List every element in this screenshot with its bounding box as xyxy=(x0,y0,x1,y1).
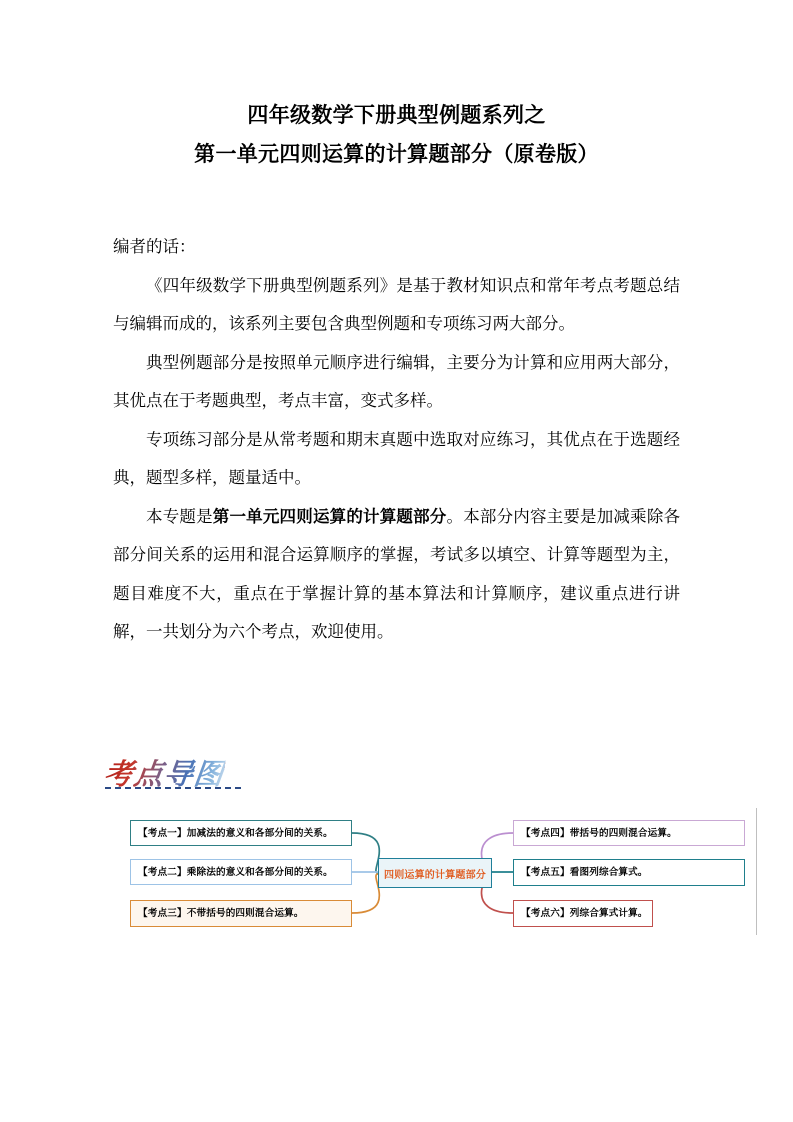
text-frame-right-rule xyxy=(756,808,757,935)
para-practice-part: 专项练习部分是从常考题和期末真题中选取对应练习，其优点在于选题经典，题型多样，题量适中。 xyxy=(113,429,680,487)
para-this-topic xyxy=(113,498,680,652)
mindmap-node-kaodian-2-label: 【考点二】乘除法的意义和各部分间的关系。 xyxy=(138,866,333,878)
page-title xyxy=(60,96,733,174)
mindmap-node-kaodian-6[interactable] xyxy=(513,900,653,927)
mindmap-center-node-label: 四则运算的计算题部分 xyxy=(384,869,486,881)
mindmap-node-kaodian-5-label: 【考点五】看图列综合算式。 xyxy=(521,867,648,878)
section-heading-underline xyxy=(105,787,241,789)
mindmap-node-kaodian-4[interactable] xyxy=(513,820,745,846)
mindmap-center-node[interactable] xyxy=(378,858,492,888)
mindmap-node-kaodian-1[interactable] xyxy=(130,820,352,846)
para-this-topic-prefix: 本专题是 xyxy=(146,506,213,526)
mindmap-node-kaodian-6-label: 【考点六】列综合算式计算。 xyxy=(521,908,648,919)
page-title-line-2: 第一单元四则运算的计算题部分（原卷版） xyxy=(194,142,599,166)
page-title-line-1: 四年级数学下册典型例题系列之 xyxy=(247,103,546,127)
mindmap-node-kaodian-4-label: 【考点四】带括号的四则混合运算。 xyxy=(521,827,677,839)
mindmap-node-kaodian-3-label: 【考点三】不带括号的四则混合运算。 xyxy=(138,908,304,919)
mindmap-node-kaodian-2[interactable] xyxy=(130,859,352,885)
mindmap-node-kaodian-1-label: 【考点一】加减法的意义和各部分间的关系。 xyxy=(138,827,333,839)
editor-note-heading: 编者的话： xyxy=(113,237,196,256)
para-this-topic-suffix: 。本部分内容主要是加减乘除各部分间关系的运用和混合运算顺序的掌握，考试多以填空、计算等题型为主，题目难度不大，重点在于掌握计算的基本算法和计算顺序，建议重点进行讲解，一共划分为六个考点，欢迎使用。 xyxy=(113,506,681,641)
para-series-intro: 《四年级数学下册典型例题系列》是基于教材知识点和常年考点考题总结与编辑而成的，该系列主要包含典型例题和专项练习两大部分。 xyxy=(113,275,680,333)
para-examples-part: 典型例题部分是按照单元顺序进行编辑，主要分为计算和应用两大部分，其优点在于考题典型，考点丰富，变式多样。 xyxy=(113,352,680,410)
mindmap-node-kaodian-5[interactable] xyxy=(513,859,745,886)
body-text xyxy=(113,228,680,652)
section-heading-label: 考点导图 xyxy=(101,757,227,791)
mindmap-node-kaodian-3[interactable] xyxy=(130,900,352,927)
section-heading-kaodian-daotu xyxy=(101,757,254,799)
para-this-topic-bold: 第一单元四则运算的计算题部分 xyxy=(212,506,447,526)
